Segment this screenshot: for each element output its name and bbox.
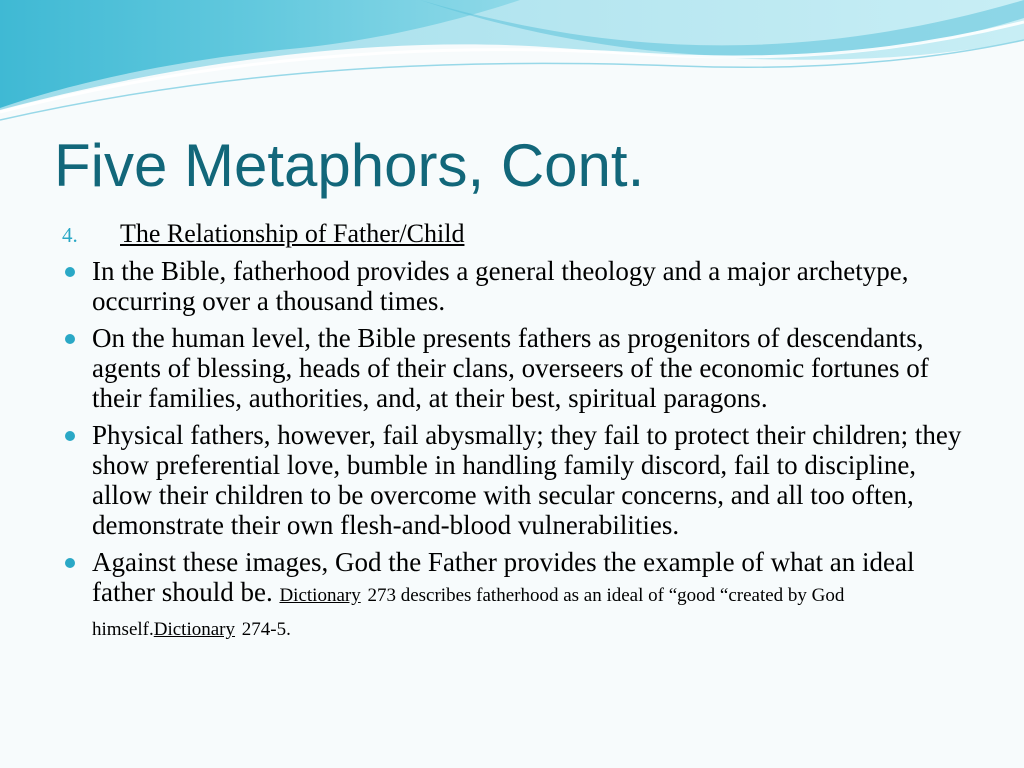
bullet-item: [62, 256, 972, 316]
bullet-list: [62, 256, 972, 652]
bullet-item: [62, 547, 972, 645]
bullet-dot-icon: [65, 267, 75, 277]
dictionary-reference-text: 273 describes fatherhood as an ideal of “good “created by God himself.: [92, 585, 845, 640]
slide-title: Five Metaphors, Cont.: [54, 132, 645, 199]
bullet-text: Physical fathers, however, fail abysmally; they fail to protect their children; they show preferential love, bumble in handling family discord, fail to discipline, allow their children to be overcome with secular concerns, and all too often, demonstrate their own flesh-and-blood vulnerabilities.: [92, 420, 962, 540]
bullet-text: On the human level, the Bible presents fathers as progenitors of descendants, agents of blessing, heads of their clans, overseers of the economic fortunes of their families, authorities, and, at their best, spiritual paragons.: [92, 323, 929, 413]
bullet-dot-icon: [65, 334, 75, 344]
bullet-dot-icon: [65, 558, 75, 568]
dictionary-reference-link[interactable]: Dictionary: [153, 619, 236, 640]
dictionary-reference-text: 274-5.: [241, 619, 291, 640]
dictionary-reference-link[interactable]: Dictionary: [279, 585, 361, 606]
section-heading: The Relationship of Father/Child: [120, 219, 465, 248]
header-wave-decoration: [0, 0, 1024, 130]
bullet-dot-icon: [65, 431, 75, 441]
numbered-item: [62, 218, 464, 251]
item-number: 4.: [62, 223, 78, 247]
bullet-text: Against these images, God the Father provides the example of what an ideal father should be.: [92, 547, 915, 607]
bullet-item: [62, 323, 972, 413]
bullet-text: In the Bible, fatherhood provides a general theology and a major archetype, occurring over a thousand times.: [92, 256, 909, 316]
bullet-item: [62, 420, 972, 540]
